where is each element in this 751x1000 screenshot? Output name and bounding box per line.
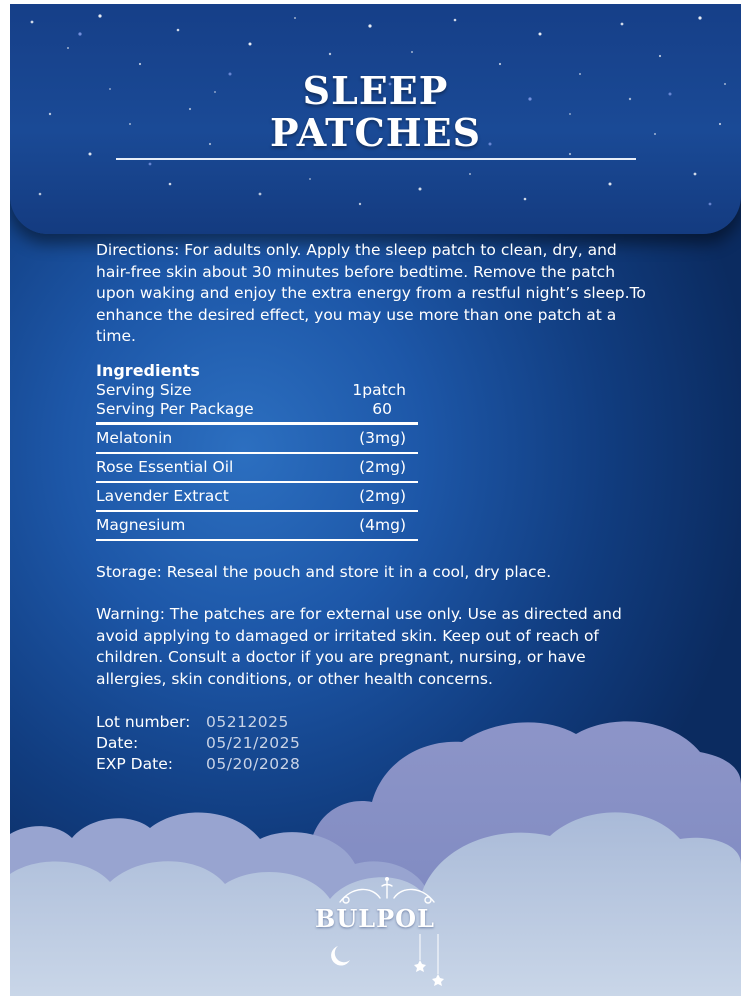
serving-size-value: 1patch (352, 381, 406, 399)
ingredient-row (96, 452, 418, 481)
serving-per-package-label: Serving Per Package (96, 400, 254, 418)
ingredient-amount: (3mg) (359, 429, 406, 447)
ingredient-amount: (2mg) (359, 487, 406, 505)
moon-stars-icon (310, 930, 460, 990)
ingredient-name: Rose Essential Oil (96, 458, 234, 476)
package-panel (10, 4, 741, 996)
ingredients-table (96, 361, 418, 541)
directions-text: Directions: For adults only. Apply the sleep patch to clean, dry, and hair-free skin about 30 minutes before bedtime. Remove the patch upon waking and enjoy the extra energy from a restful night’s sleep.To enhance the desired effect, you may use more than one patch at a time. (96, 241, 646, 345)
product-title (10, 70, 741, 154)
title-line-1: SLEEP (302, 68, 449, 113)
storage-text: Storage: Reseal the pouch and store it in a cool, dry place. (96, 563, 552, 581)
ingredient-amount: (4mg) (359, 516, 406, 534)
ingredient-name: Melatonin (96, 429, 173, 447)
serving-per-package-row (96, 400, 418, 419)
date-value: 05/21/2025 (206, 734, 301, 752)
ingredient-row (96, 481, 418, 510)
lot-number-value: 05212025 (206, 713, 289, 731)
date-label: Date: (96, 734, 139, 752)
serving-size-label: Serving Size (96, 381, 192, 399)
header-flap (10, 4, 741, 234)
exp-date-label: EXP Date: (96, 755, 173, 773)
serving-per-package-value: 60 (372, 400, 392, 418)
ingredient-name: Lavender Extract (96, 487, 229, 505)
brand-logo: BULPOL (315, 904, 435, 933)
warning-text: Warning: The patches are for external use only. Use as directed and avoid applying to damaged or irritated skin. Keep out of reach of children. Consult a doctor if you are pregnant, nursing, or have allergies, skin conditions, or other health concerns. (96, 605, 622, 688)
exp-date-value: 05/20/2028 (206, 755, 301, 773)
serving-size-row (96, 381, 418, 400)
ingredient-row (96, 510, 418, 541)
title-divider (116, 158, 636, 160)
ingredient-row (96, 425, 418, 452)
ingredients-title: Ingredients (96, 361, 200, 380)
ingredient-name: Magnesium (96, 516, 186, 534)
lot-number-label: Lot number: (96, 713, 191, 731)
title-line-2: PATCHES (269, 110, 482, 155)
ingredient-amount: (2mg) (359, 458, 406, 476)
